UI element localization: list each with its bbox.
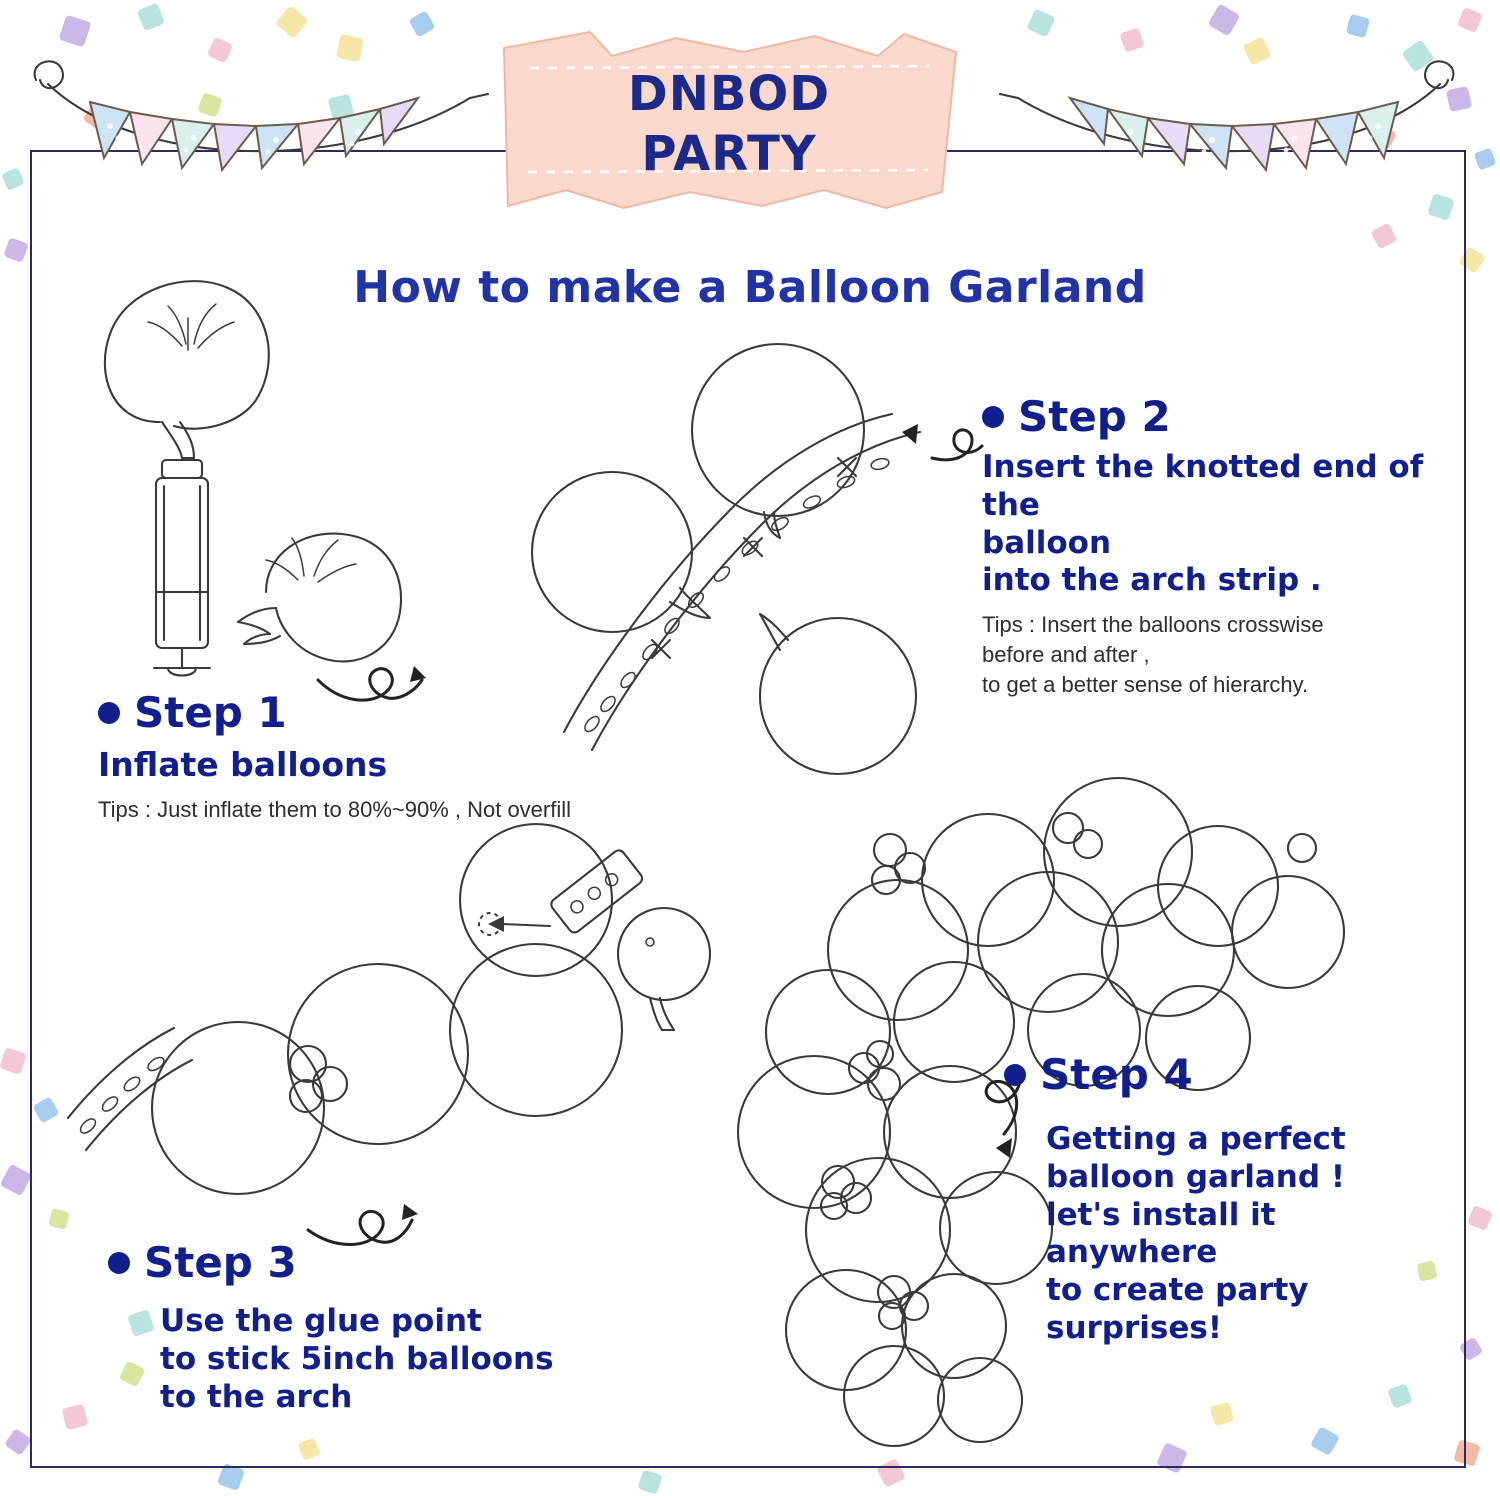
step-3-body-line-2: to stick 5inch balloons xyxy=(160,1340,554,1377)
bunting-right xyxy=(1000,40,1470,210)
step-2-tip-line-1: Tips : Insert the balloons crosswise xyxy=(982,612,1324,638)
step-4-body xyxy=(1046,1121,1434,1348)
step-3-title: Step 3 xyxy=(144,1238,297,1287)
step-2-tip-line-3: to get a better sense of hierarchy. xyxy=(982,671,1309,697)
step-4-body-line-5: surprises! xyxy=(1046,1310,1222,1347)
step-2-body-line-1: Insert the knotted end of the xyxy=(982,449,1424,523)
step-4-title: Step 4 xyxy=(1040,1050,1193,1099)
brand-wordmark xyxy=(494,64,964,184)
page-title: How to make a Balloon Garland xyxy=(353,262,1147,313)
step-1-tip: Tips : Just inflate them to 80%~90% , Not overfill xyxy=(98,797,572,823)
step-2-body-line-3: into the arch strip . xyxy=(982,562,1322,599)
bullet-icon xyxy=(1004,1064,1026,1086)
bunting-left xyxy=(18,40,488,210)
brand-line-2: PARTY xyxy=(641,126,817,182)
step-4-body-line-4: to create party xyxy=(1046,1272,1309,1309)
step-4-body-line-2: balloon garland ! xyxy=(1046,1158,1345,1195)
bullet-icon xyxy=(108,1252,130,1274)
step-1-heading xyxy=(98,688,698,737)
step-3-body-line-3: to the arch xyxy=(160,1378,353,1415)
step-4-block xyxy=(1004,1050,1434,1348)
step-1-block xyxy=(98,688,698,825)
step-4-body-line-3: let's install it anywhere xyxy=(1046,1196,1276,1271)
step-2-body-line-2: balloon xyxy=(982,524,1112,561)
brand-line-1: DNBOD xyxy=(627,66,831,122)
bullet-icon xyxy=(98,702,120,724)
step-3-body-line-1: Use the glue point xyxy=(160,1303,482,1339)
step-2-heading xyxy=(982,392,1452,441)
step-2-title: Step 2 xyxy=(1018,392,1171,441)
step-3-heading xyxy=(108,1238,578,1287)
step-1-body: Inflate balloons xyxy=(98,745,388,784)
step-2-tip-line-2: before and after , xyxy=(982,641,1150,667)
step-4-body-line-1: Getting a perfect xyxy=(1046,1121,1346,1157)
step-2-block xyxy=(982,392,1452,699)
step-3-body xyxy=(160,1303,578,1416)
step-2-tip xyxy=(982,610,1452,699)
bullet-icon xyxy=(982,406,1004,428)
step-3-block xyxy=(108,1238,578,1416)
step-4-heading xyxy=(1004,1050,1434,1099)
step-1-title: Step 1 xyxy=(134,688,287,737)
brand-banner xyxy=(494,22,964,212)
step-2-body xyxy=(982,449,1452,600)
